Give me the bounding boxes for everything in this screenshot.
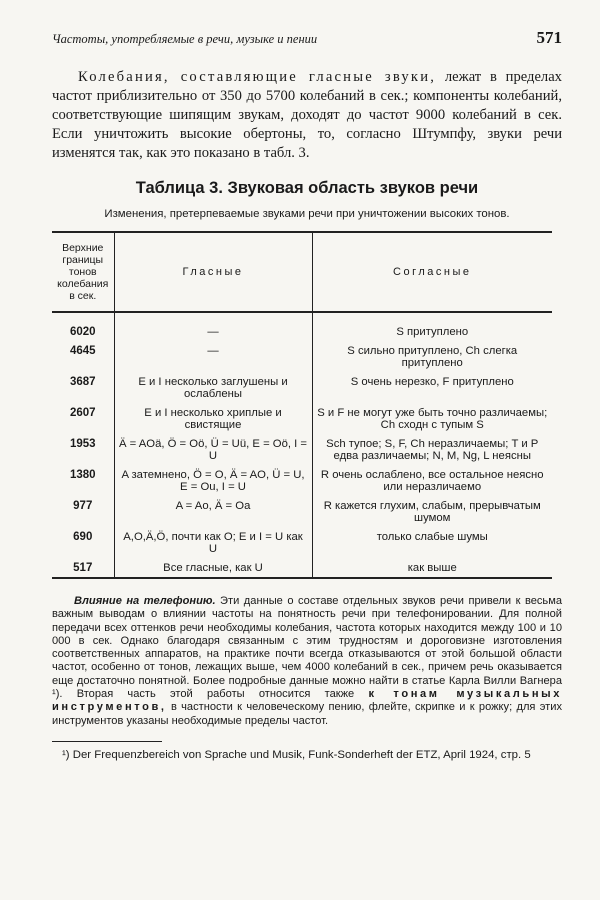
telephony-lead: Влияние на телефонию. [74,595,216,607]
row-vowels: Все гласные, как U [114,559,312,579]
row-frequency: 977 [52,497,114,528]
telephony-text-2: в частности к человеческому пению, флейте, скрипке и к рожку; для этих инструментов указаны необходимые пределы частот. [52,701,562,727]
table-spacer-row [52,312,552,323]
table-row [52,497,552,528]
footnote: ¹) Der Frequenzbereich von Sprache und Musik, Funk-Sonderheft der ETZ, April 1924, стр. 5 [62,748,531,761]
row-vowels: A затемнено, Ö = O, Ä = AO, Ü = U, E = Ou, I = U [114,466,312,497]
row-frequency: 3687 [52,373,114,404]
row-frequency: 517 [52,559,114,579]
table-row [52,342,552,373]
row-vowels: E и I несколько хриплые и свистящие [114,404,312,435]
table-subtitle: Изменения, претерпеваемые звуками речи при уничтожении высоких тонов. [104,208,510,220]
table-row [52,559,552,579]
row-consonants: R очень ослаблено, все остальное неясно или неразличаемо [312,466,552,497]
row-frequency: 2607 [52,404,114,435]
telephony-spaced-text: к тонам музыкальных инструментов, [52,688,563,714]
row-consonants: S очень нерезко, F притуплено [312,373,552,404]
row-vowels: — [114,323,312,342]
row-consonants: только слабые шумы [312,528,552,559]
row-consonants: Sch тупое; S, F, Ch неразличаемы; T и P едва различаемы; N, M, Ng, L неясны [312,435,552,466]
intro-spaced-text: Колебания, составляющие гласные звуки, [78,69,437,85]
row-vowels: A = Ao, Ä = Oa [114,497,312,528]
running-header [52,28,562,52]
row-consonants: S сильно притуплено, Ch слегка притуплено [312,342,552,373]
intro-paragraph [52,68,562,163]
table-row [52,323,552,342]
footnote-divider [52,741,162,742]
table-header-row [52,232,552,312]
running-title: Частоты, употребляемые в речи, музыке и пении [52,32,318,46]
table-title: Таблица 3. Звуковая область звуков речи [135,179,479,197]
header-consonants: Согласные [312,232,552,312]
row-frequency: 690 [52,528,114,559]
row-consonants: R кажется глухим, слабым, прерывчатым шумом [312,497,552,528]
table-row [52,466,552,497]
header-frequency-limit: Верхние границы тонов колебания в сек. [52,232,114,312]
page-number: 571 [536,28,562,47]
telephony-paragraph [52,595,562,728]
table-row [52,528,552,559]
speech-sound-table [52,231,552,579]
row-vowels: E и I несколько заглушены и ослаблены [114,373,312,404]
table-row [52,404,552,435]
row-vowels: Ä = AOä, Ö = Oö, Ü = Uü, E = Oö, I = U [114,435,312,466]
header-vowels: Гласные [114,232,312,312]
row-consonants: как выше [312,559,552,579]
row-frequency: 1953 [52,435,114,466]
row-frequency: 1380 [52,466,114,497]
row-vowels: A,O,Ä,Ö, почти как O; E и I = U как U [114,528,312,559]
row-frequency: 4645 [52,342,114,373]
row-consonants: S притуплено [312,323,552,342]
page [52,28,562,762]
telephony-text-1: Эти данные о составе отдельных звуков речи привели к весьма важным выводам о влиянии частоты на понятность речи при телефонировании. Для полной передачи всех оттенков речи необходимы колебания, частота которых находится между 100 и 10 000 в сек. Однако благодаря связанным с этим трудностям и дороговизне изготовления соответственных аппаратов, на практике почти всегда отказываются от этой большой области частот, особенно от тонов, лежащих выше, чем 4000 колебаний в сек., причем речь оказывается еще достаточно понятной. Более подробные данные можно найти в статье Карла Вилли Вагнера ¹). Вторая часть этой работы относится также [52,595,563,701]
intro-text: лежат в пределах частот приблизительно от 350 до 5700 колебаний в сек.; компоненты колебаний, соответствующие шипящим звукам, доходят до частот 9000 колебаний в сек. Если уничтожить высокие обертоны, то, согласно Штумпфу, звуки речи изменятся так, как это показано в табл. 3. [52,69,562,161]
row-frequency: 6020 [52,323,114,342]
table-row [52,435,552,466]
row-consonants: S и F не могут уже быть точно различаемы; Ch сходн с тупым S [312,404,552,435]
row-vowels: — [114,342,312,373]
table-row [52,373,552,404]
